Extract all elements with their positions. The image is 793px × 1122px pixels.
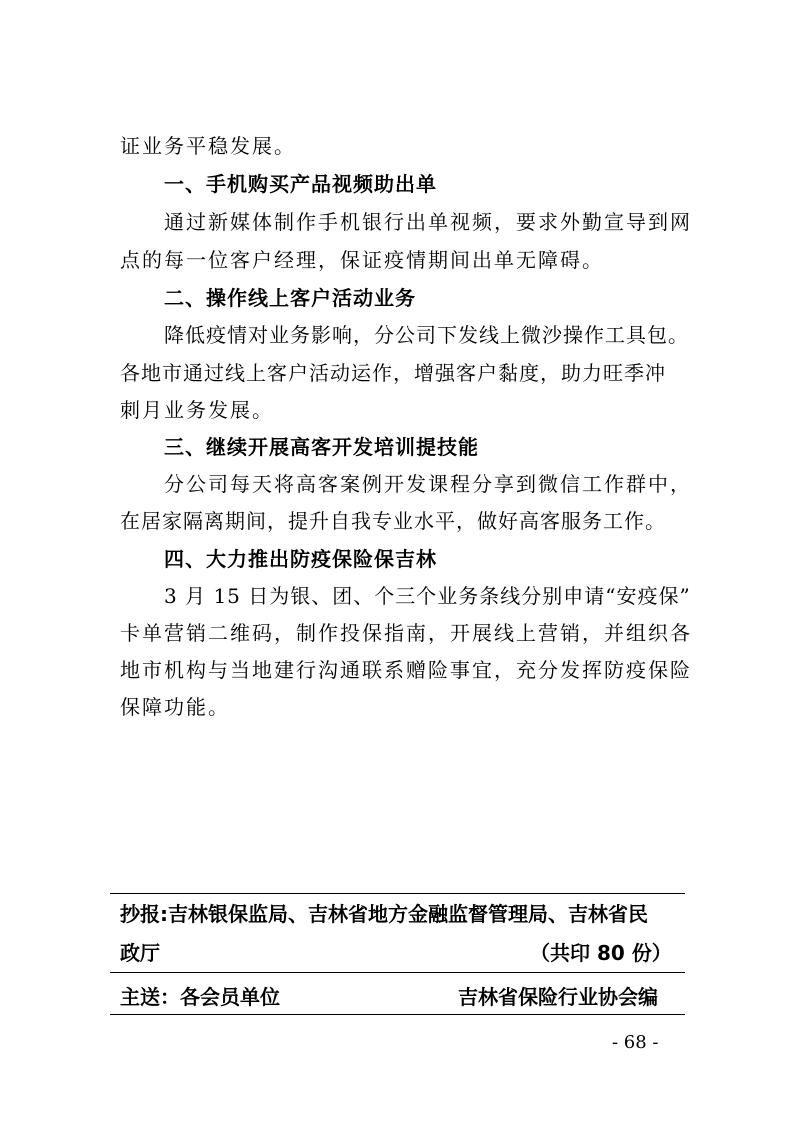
body-line: 各地市通过线上客户活动运作，增强客户黏度，助力旺季冲 [120,361,666,385]
section-heading-4: 四、大力推出防疫保险保吉林 [164,547,437,571]
cc-recipients: 抄报:吉林银保监局、吉林省地方金融监督管理局、吉林省民 [120,902,648,926]
print-count: （共印 80 份） [530,941,672,965]
body-line: 降低疫情对业务影响，分公司下发线上微沙操作工具包。 [164,323,689,347]
footer-bottom-rule [110,1014,685,1015]
page-number: - 68 - [612,1032,659,1053]
cc-recipients-continued: 政厅 [120,941,160,965]
body-line: 证业务平稳发展。 [120,134,296,158]
body-line: 刺月业务发展。 [120,398,274,422]
body-line: 3 月 15 日为银、团、个三个业务条线分别申请“安疫保” [164,584,691,608]
footer-top-rule [110,893,685,894]
body-line: 卡单营销二维码，制作投保指南，开展线上营销，并组织各 [120,621,692,645]
body-line: 地市机构与当地建行沟通联系赠险事宜，充分发挥防疫保险 [120,658,692,682]
body-line: 分公司每天将高客案例开发课程分享到微信工作群中， [164,472,692,496]
section-heading-2: 二、操作线上客户活动业务 [164,286,416,310]
section-heading-1: 一、手机购买产品视频助出单 [164,172,437,196]
footer-middle-rule [110,972,685,973]
section-heading-3: 三、继续开展高客开发培训提技能 [164,435,479,459]
body-line: 点的每一位客户经理，保证疫情期间出单无障碍。 [120,248,604,272]
body-line: 在居家隔离期间，提升自我专业水平，做好高客服务工作。 [120,509,666,533]
editor-credit: 吉林省保险行业协会编 [458,985,658,1009]
send-to: 主送：各会员单位 [120,985,280,1009]
body-line: 通过新媒体制作手机银行出单视频，要求外勤宣导到网 [164,210,692,234]
body-line: 保障功能。 [120,695,230,719]
